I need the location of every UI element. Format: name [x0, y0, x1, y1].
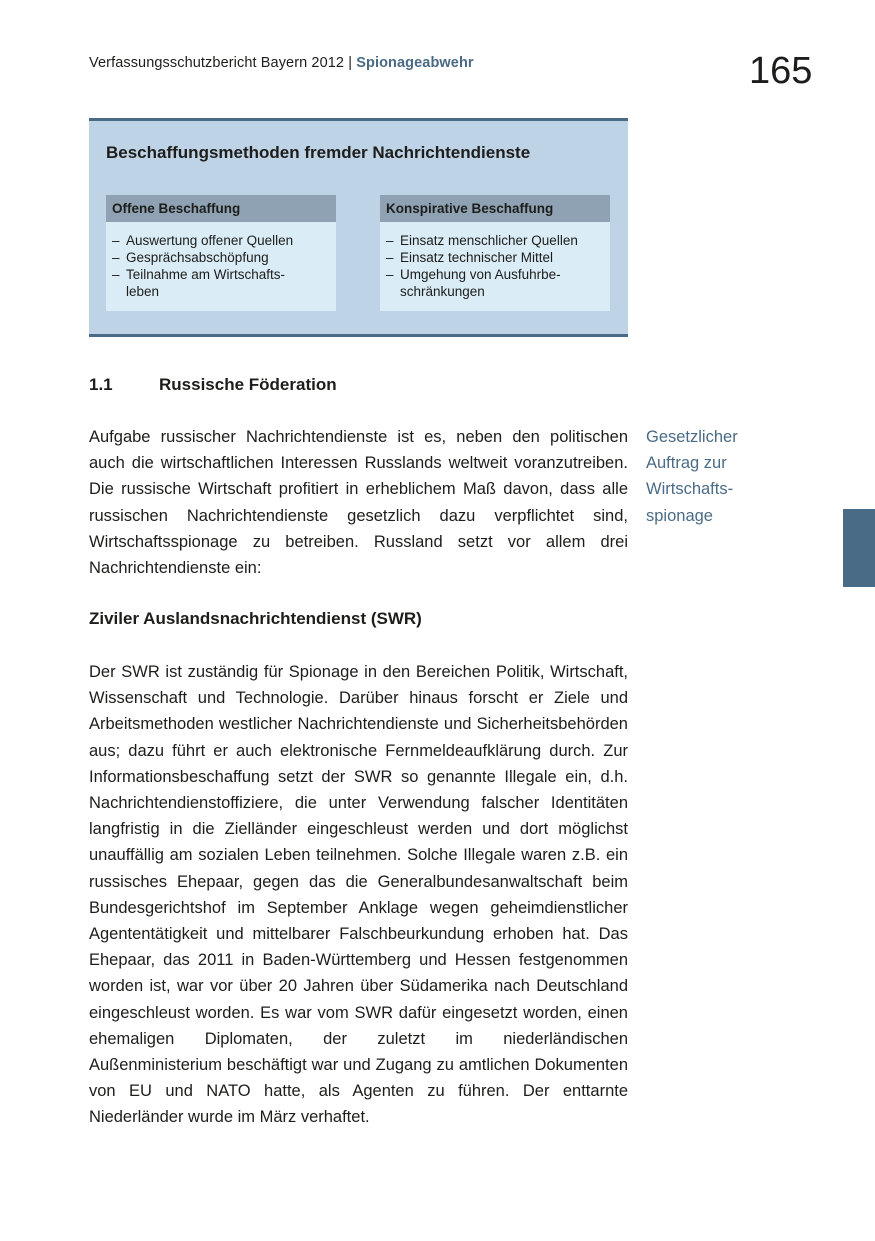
running-head-separator: |	[344, 55, 357, 71]
running-title: Verfassungsschutzbericht Bayern 2012	[89, 55, 345, 71]
body-paragraph-intro: Aufgabe russischer Nachrichtendienste ist es, neben den politischen auch die wirtschaftlichen Interessen Russlands weltweit voranzutreiben. Die russische Wirtschaft profitiert in erheblichem Maß davon, dass alle russischen Nachrichtendienste gesetzlich dazu verpflichtet sind, Wirtschaftsspionage zu betreiben. Russland setzt vor allem drei Nachrichtendienste ein:	[89, 428, 628, 578]
subsection-heading: Ziviler Auslandsnachrichtendienst (SWR)	[89, 609, 422, 628]
list-item: – Einsatz menschlicher Quellen	[386, 232, 604, 249]
column-conspirative-procurement	[380, 195, 610, 311]
chapter-tab-marker	[843, 509, 875, 587]
list-item: – Auswertung offener Quellen	[112, 232, 330, 249]
margin-note-line: Gesetzlicher	[646, 428, 738, 446]
body-paragraph-swr: Der SWR ist zuständig für Spionage in den Bereichen Politik, Wirtschaft, Wissenschaft und Technologie. Darüber hinaus forscht er Ziele und Arbeitsmethoden westlicher Nachrichtendienste und Sicherheitsbehörden aus; dazu führt er auch elektronische Fernmeldeaufklärung durch. Zur Informationsbeschaffung setzt der SWR so genannte Illegale ein, d.h. Nachrichtendienstoffiziere, die unter Verwendung falscher Identitäten langfristig in die Zielländer eingeschleust werden und dort möglichst unauffällig am sozialen Leben teilnehmen. Solche Illegale waren z.B. ein russisches Ehepaar, gegen das die Generalbundesanwaltschaft beim Bundesgerichtshof im September Anklage wegen geheimdienstlicher Agententätigkeit und mittelbarer Falschbeurkundung erhoben hat. Das Ehepaar, das 2011 in Baden-Württemberg und Hessen festgenommen worden ist, war vor über 20 Jahren über Südamerika nach Deutschland eingeschleust worden. Es war vom SWR dafür eingesetzt worden, einen ehemaligen Diplomaten, der zuletzt im niederländischen Außenministerium beschäftigt war und Zugang zu amtlichen Dokumenten von EU und NATO hatte, als Agenten zu führen. Der enttarnte Niederländer wurde im März verhaftet.	[89, 663, 628, 1127]
list-item: – Umgehung von Ausfuhrbe-	[386, 266, 604, 283]
list-item: – Teilnahme am Wirtschafts-	[112, 266, 330, 283]
column-heading: Konspirative Beschaffung	[380, 195, 610, 222]
column-heading: Offene Beschaffung	[106, 195, 336, 222]
section-heading	[89, 375, 337, 395]
section-number: 1.1	[89, 375, 113, 394]
list-item-continuation: schränkungen	[400, 284, 485, 299]
running-head	[89, 55, 474, 71]
list-item-continuation: leben	[126, 284, 160, 299]
margin-note-line: spionage	[646, 506, 713, 525]
infobox	[89, 118, 628, 337]
list-item: – Gesprächsabschöpfung	[112, 249, 330, 266]
page-number: 165	[749, 50, 813, 92]
column-body	[106, 222, 336, 311]
method-list	[386, 232, 604, 300]
margin-note-line: Wirtschafts-	[646, 480, 734, 499]
method-list	[112, 232, 330, 300]
section-title: Russische Föderation	[159, 375, 337, 394]
list-item: – Einsatz technischer Mittel	[386, 249, 604, 266]
column-open-procurement	[106, 195, 336, 311]
margin-note-line: Auftrag zur	[646, 454, 727, 473]
section-name: Spionageabwehr	[356, 55, 474, 71]
column-body	[380, 222, 610, 311]
margin-note	[646, 424, 776, 529]
infobox-title: Beschaffungsmethoden fremder Nachrichtendienste	[106, 143, 531, 162]
